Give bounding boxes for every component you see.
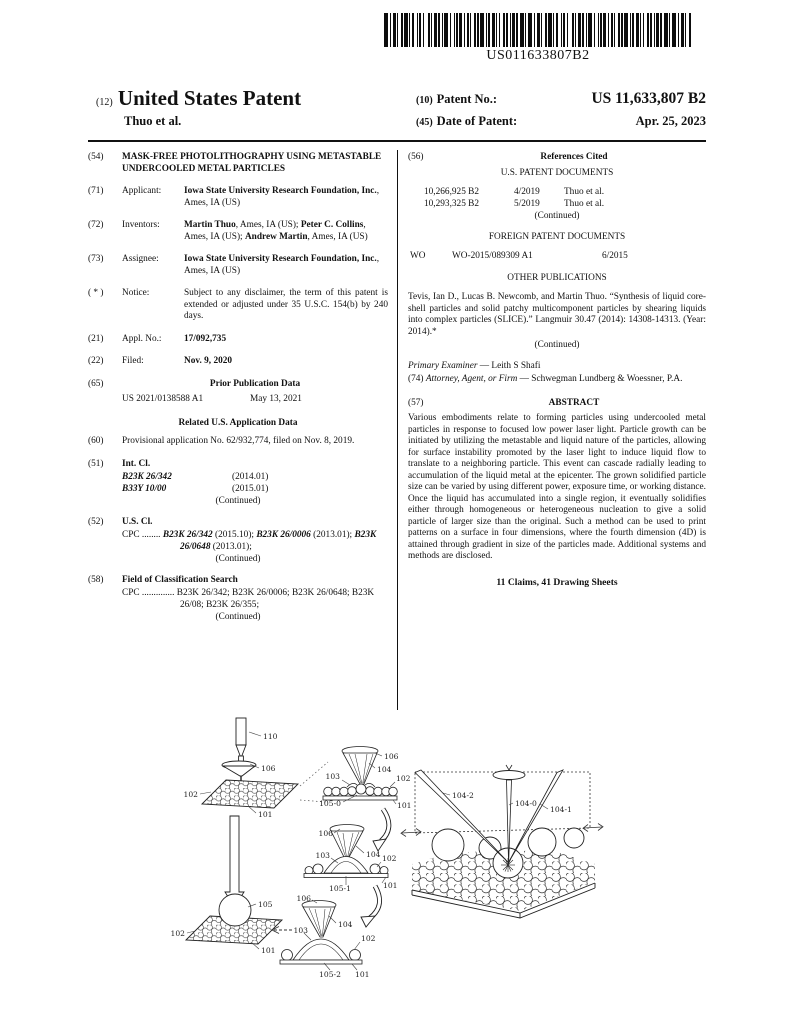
patent-no-field-num: (10) xyxy=(416,95,433,106)
section-num: (73) xyxy=(88,254,104,265)
continued-note: (Continued) xyxy=(215,612,261,623)
scan-plane xyxy=(415,772,590,833)
section-num: (51) xyxy=(88,458,104,469)
section-60-provisional xyxy=(88,436,388,448)
perspective-figure xyxy=(401,765,603,918)
zoom-connector xyxy=(300,762,328,786)
barcode xyxy=(384,13,692,63)
primary-examiner-line xyxy=(408,361,706,373)
assignee-value xyxy=(184,254,388,277)
notice-label: Notice: xyxy=(122,288,150,299)
inventors-label: Inventors: xyxy=(122,220,160,231)
section-num: (22) xyxy=(88,356,104,367)
prior-pub-entry xyxy=(122,394,388,406)
class-date: (2014.01) xyxy=(232,472,269,483)
section-58-field-search xyxy=(88,575,388,587)
section-52-us-cl xyxy=(88,517,388,529)
section-71-applicant xyxy=(88,186,388,209)
particle-plate-start xyxy=(202,780,298,808)
fig-label-102: 102 xyxy=(382,854,397,863)
fig-label-104-1: 104-1 xyxy=(550,805,572,814)
assignee-name: Iowa State University Research Foundation, Inc. xyxy=(184,254,377,265)
continued-note: (Continued) xyxy=(534,340,580,351)
fig-label-110: 110 xyxy=(263,732,278,741)
continued-note: (Continued) xyxy=(534,211,580,222)
cpc-code: B23K 26/342 xyxy=(162,530,213,541)
section-72-inventors xyxy=(88,220,388,243)
right-column xyxy=(408,152,706,589)
applicant-address: , Ames, IA (US) xyxy=(184,186,380,208)
int-cl-entry xyxy=(122,484,388,496)
document-id: US011633807B2 xyxy=(486,48,590,63)
header-left xyxy=(96,86,396,129)
us-cl-cpc: CPC ........ B23K 26/342 (2015.10); B23K 26/0006 (2013.01); B23K 26/0648 (2013.01); xyxy=(122,530,377,552)
continued-note: (Continued) xyxy=(215,554,261,565)
fig-label-104: 104 xyxy=(377,765,392,774)
section-num: (52) xyxy=(88,516,104,527)
primary-examiner-label: Primary Examiner xyxy=(408,360,478,371)
section-num: (21) xyxy=(88,333,104,344)
header-rule xyxy=(88,140,706,142)
claims-line: 11 Claims, 41 Drawing Sheets xyxy=(496,576,618,588)
section-22-filed xyxy=(88,356,388,368)
foreign-patent-row xyxy=(410,251,706,263)
cpc-label: CPC xyxy=(122,588,140,599)
cpc-classes: B23K 26/342; B23K 26/0006; B23K 26/0648; B23K 26/08; B23K 26/355; xyxy=(176,588,375,610)
section-65-prior-pub xyxy=(88,379,388,391)
fig-label-103: 103 xyxy=(325,772,340,781)
section-51-int-cl xyxy=(88,459,388,471)
section-21-appl-no xyxy=(88,334,388,346)
header-right xyxy=(416,90,706,135)
first-named-inventor: Thuo et al. xyxy=(124,114,182,128)
cited-patent-date: 4/2019 xyxy=(514,187,540,198)
fig-label-106: 106 xyxy=(296,894,311,903)
fig-label-105: 105 xyxy=(258,900,273,909)
class-code: B23K 26/342 xyxy=(122,472,172,483)
applicant-value xyxy=(184,186,388,209)
leader-dots: ........ xyxy=(141,530,161,541)
section-56-references xyxy=(408,152,706,164)
class-date: (2015.01) xyxy=(232,483,269,494)
laser-focus-starburst xyxy=(501,858,515,872)
assignee-address: , Ames, IA (US) xyxy=(184,254,380,276)
fig-label-102: 102 xyxy=(361,934,376,943)
section-73-assignee xyxy=(88,254,388,277)
section-num: (54) xyxy=(88,152,104,162)
invention-title: MASK-FREE PHOTOLITHOGRAPHY USING METASTABLE UNDERCOOLED METAL PARTICLES xyxy=(122,152,382,174)
field-search-heading: Field of Classification Search xyxy=(122,574,238,585)
fig-label-106: 106 xyxy=(261,764,276,773)
grown-particle xyxy=(219,894,251,926)
fig-label-104-2: 104-2 xyxy=(452,791,474,800)
fig-label-102: 102 xyxy=(396,774,411,783)
fig-label-103: 103 xyxy=(315,851,330,860)
abstract-text: Various embodiments relate to forming particles using undercooled metal particles in response to focused low power laser light. Particle growth can be initiated by utilizing the metastable and liquid nature of the particles, allowing for surface instability promoted by the laser light to induce liquid flow to translate to a neighboring particle. This event can cascade radially leading to accumulation of the liquid metal at the epicenter. The grown solidified particle size can be varied by using different power, exposure time, or working distance. Once the liquid has accumulated into a single region, it eventually solidifies either through homogeneous or heterogeneous nucleation to give a solid particle of larger size than the original. Such a method can be used to print patterns on a surface in four dimensions, where the fourth dimension (4D) is attained through gradient in size of the particles made. Additional systems and methods are disclosed. xyxy=(408,413,706,562)
inventor-name: Peter C. Collins xyxy=(300,220,364,231)
section-num: (60) xyxy=(88,436,104,447)
us-patent-docs-heading: U.S. PATENT DOCUMENTS xyxy=(500,167,614,178)
section-num: ( * ) xyxy=(88,288,104,299)
field-search-cpc xyxy=(122,588,388,611)
fig-label-102: 102 xyxy=(183,790,198,799)
provisional-text: Provisional application No. 62/932,774, filed on Nov. 8, 2019. xyxy=(122,436,355,447)
foreign-doc-date: 6/2015 xyxy=(602,251,628,262)
cited-patent-date: 5/2019 xyxy=(514,198,540,209)
column-divider xyxy=(397,150,398,710)
filed-value: Nov. 9, 2020 xyxy=(184,356,233,367)
related-app-heading: Related U.S. Application Data xyxy=(178,417,298,428)
inventor-name: Andrew Martin xyxy=(244,231,308,242)
cited-patent-name: Thuo et al. xyxy=(564,187,605,198)
fig-label-105-0: 105-0 xyxy=(319,799,341,808)
patent-no-label: Patent No.: xyxy=(436,92,498,106)
fig-label-104-0: 104-0 xyxy=(515,799,537,808)
section-num: (56) xyxy=(408,152,424,162)
large-particle xyxy=(528,828,556,856)
large-particle xyxy=(564,828,584,848)
section-54-title xyxy=(88,152,388,175)
notice-section xyxy=(88,288,388,323)
prior-pub-heading: Prior Publication Data xyxy=(209,378,301,389)
attorney-label: Attorney, Agent, or Firm xyxy=(425,374,518,385)
cited-patent-number: 10,266,925 B2 xyxy=(424,187,480,198)
section-num: (65) xyxy=(88,378,104,389)
assignee-label: Assignee: xyxy=(122,254,159,265)
applicant-label: Applicant: xyxy=(122,186,162,197)
representative-drawing xyxy=(90,712,710,1018)
attorney-name: — Schwegman Lundberg & Woessner, P.A. xyxy=(517,374,683,385)
other-publications-heading: OTHER PUBLICATIONS xyxy=(507,272,607,283)
attorney-line xyxy=(408,374,706,386)
section-num: (72) xyxy=(88,220,104,231)
fig-label-104: 104 xyxy=(366,850,381,859)
kind-code-num: (12) xyxy=(96,97,113,108)
section-num: (74) xyxy=(408,374,424,385)
left-column xyxy=(88,152,388,633)
inventors-value: Martin Thuo, Ames, IA (US); Peter C. Collins, Ames, IA (US); Andrew Martin, Ames, IA (US) xyxy=(184,220,368,242)
barcode-bars xyxy=(384,13,692,47)
patent-no-value: US 11,633,807 B2 xyxy=(591,90,706,107)
process-down-arrow xyxy=(225,816,244,907)
cpc-label: CPC xyxy=(122,530,140,541)
cited-patent-name: Thuo et al. xyxy=(564,198,605,209)
foreign-docs-heading: FOREIGN PATENT DOCUMENTS xyxy=(488,231,626,242)
date-of-patent-value: Apr. 25, 2023 xyxy=(635,114,706,128)
fig-label-103: 103 xyxy=(293,926,308,935)
publication-number: US 2021/0138588 A1 xyxy=(122,394,204,405)
fig-label-101: 101 xyxy=(355,970,370,979)
leader-dots: .............. xyxy=(141,588,175,599)
us-patent-row xyxy=(424,187,706,199)
fig-label-106: 106 xyxy=(384,752,399,761)
publication-date: May 13, 2021 xyxy=(250,394,302,405)
appl-no-value: 17/092,735 xyxy=(184,333,227,344)
fig-label-106: 106 xyxy=(318,829,333,838)
section-num: (71) xyxy=(88,186,104,197)
date-field-num: (45) xyxy=(416,117,433,128)
curved-arrow-1 xyxy=(373,809,389,851)
int-cl-entry xyxy=(122,472,388,484)
fig-label-105-1: 105-1 xyxy=(329,884,351,893)
lens xyxy=(493,771,525,780)
fig-label-104: 104 xyxy=(338,920,353,929)
filed-label: Filed: xyxy=(122,356,144,367)
int-cl-heading: Int. Cl. xyxy=(122,458,151,469)
section-57-abstract xyxy=(408,398,706,410)
other-publication-citation: Tevis, Ian D., Lucas B. Newcomb, and Martin Thuo. “Synthesis of liquid core-shell particles and solid patchy multicomponent particles by shearing liquids into complex particles (SLICE).” Langmuir 30.47 (2014): 14308-14313. (Year: 2014).* xyxy=(408,292,706,337)
applicant-name: Iowa State University Research Foundation, Inc. xyxy=(184,186,377,197)
curved-arrow-2 xyxy=(361,886,380,927)
primary-examiner-name: — Leith S Shafi xyxy=(477,360,541,371)
class-code: B33Y 10/00 xyxy=(122,483,167,494)
references-heading: References Cited xyxy=(540,152,608,162)
abstract-heading: ABSTRACT xyxy=(548,397,600,408)
cited-patent-number: 10,293,325 B2 xyxy=(424,198,480,209)
cpc-code: B23K 26/0648 xyxy=(180,530,377,552)
section-num: (57) xyxy=(408,397,424,408)
foreign-doc-number: WO-2015/089309 A1 xyxy=(452,251,533,262)
appl-no-label: Appl. No.: xyxy=(122,333,162,344)
page-title xyxy=(96,86,396,111)
fig-label-101: 101 xyxy=(383,881,398,890)
us-cl-heading: U.S. Cl. xyxy=(122,516,153,527)
fig-label-101: 101 xyxy=(258,810,273,819)
fig-label-101: 101 xyxy=(397,801,412,810)
date-of-patent-label: Date of Patent: xyxy=(436,114,518,128)
united-states-patent-title: United States Patent xyxy=(117,86,302,110)
inventor-name: Martin Thuo xyxy=(184,220,236,231)
continued-note: (Continued) xyxy=(215,496,261,507)
cpc-code: B23K 26/0006 xyxy=(256,530,311,541)
fig-label-102: 102 xyxy=(170,929,185,938)
fig-label-105-2: 105-2 xyxy=(319,970,341,979)
us-patent-row xyxy=(424,199,706,211)
stage-2 xyxy=(280,901,362,965)
fig-label-101: 101 xyxy=(261,946,276,955)
notice-text: Subject to any disclaimer, the term of this patent is extended or adjusted under 35 U.S.C. 154(b) by 240 days. xyxy=(184,288,388,322)
large-particle xyxy=(432,829,464,861)
section-num: (58) xyxy=(88,574,104,585)
country-code: WO xyxy=(410,251,426,262)
